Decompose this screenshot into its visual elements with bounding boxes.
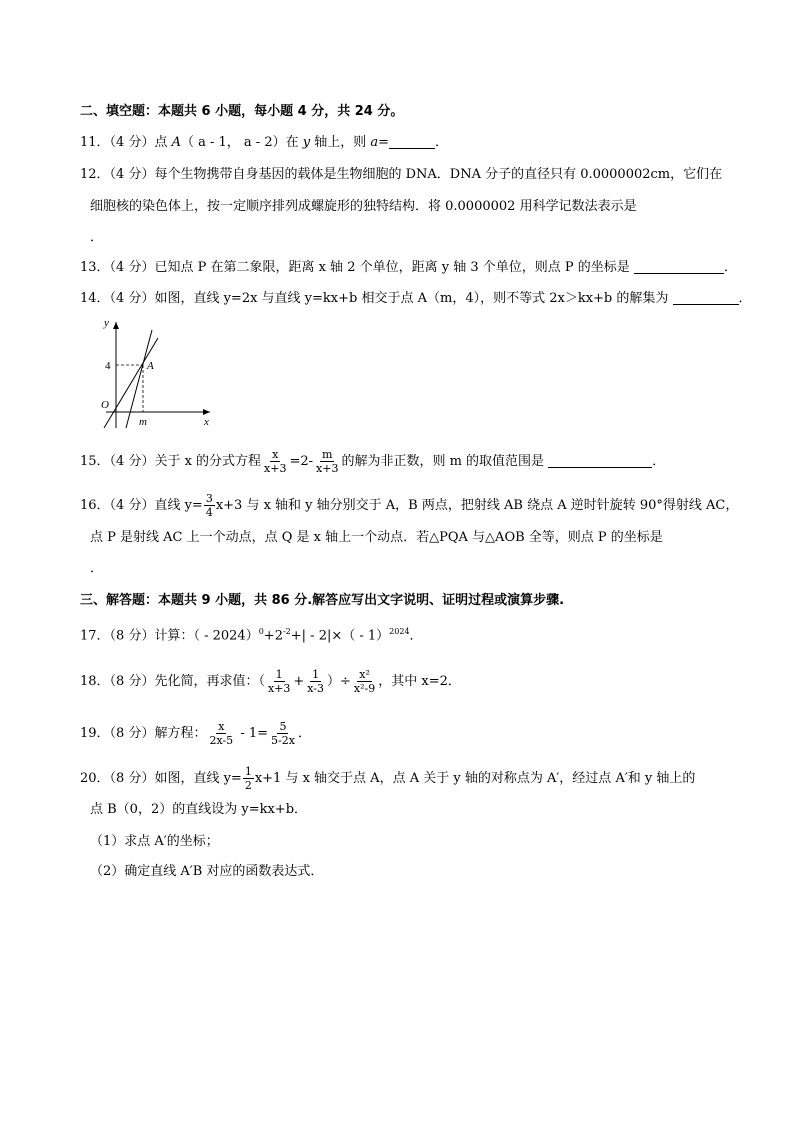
question-number: 16． (80, 498, 110, 513)
section-2-header: 二、填空题：本题共 6 小题，每小题 4 分，共 24 分。 (80, 104, 404, 119)
fraction: $\frac{x}{2x-5}$ (209, 720, 234, 747)
question-13: 13．（4 分）已知点 P 在第二象限，距离 x 轴 2 个单位，距离 y 轴 3 个单位，则点 P 的坐标是 ． (80, 260, 737, 275)
question-number: 13． (80, 260, 110, 275)
section-3-header: 三、解答题：本题共 9 小题，共 86 分.解答应写出文字说明、证明过程或演算步骤. (80, 593, 565, 608)
x-axis-arrow-icon (203, 409, 210, 415)
fraction: $\frac{m}{x+3}$ (316, 448, 339, 475)
question-20-sub-1: （1）求点 A′的坐标； (90, 834, 219, 849)
question-20-line-2: 点 B（0，2）的直线设为 y=kx+b． (90, 802, 308, 817)
point-a-label: A (147, 360, 154, 372)
fraction: $\frac{1}{x+3}$ (267, 668, 291, 695)
question-17: 17．（8 分）计算：（ - $2024)^0+2^{-2}+| - 2|\times( - 1)^{2024}$． (80, 627, 423, 644)
fraction: $\frac{\text{x²}}{\text{x²-9}}$ (353, 668, 376, 695)
fraction: $\frac{1}{x-3}$ (307, 668, 325, 695)
question-11: 11．（4 分）点 A（ a - 1， a - 2）在 y 轴上，则 a= ． (80, 135, 449, 150)
fraction: $\frac{3}{4}$ (205, 492, 213, 519)
question-20-sub-2: （2）确定直线 A′B 对应的函数表达式． (90, 864, 324, 879)
question-number: 20． (80, 771, 110, 786)
origin-label: O (101, 399, 109, 411)
question-number: 12． (80, 167, 110, 182)
question-number: 14． (80, 291, 110, 306)
y-tick-label: 4 (105, 360, 111, 372)
fraction: $\frac{1}{2}$ (244, 765, 252, 792)
line-y-kx-b (126, 330, 152, 428)
question-15: 15．（4 分）关于 x 的分式方程 $\frac{x}{x+3}$ =2- $\frac{m}{x+3}$ 的解为非正数，则 m 的取值范围是 ． (80, 448, 666, 475)
question-16-line-3: ． (90, 561, 104, 576)
y-axis-label: y (104, 317, 109, 329)
question-number: 19． (80, 726, 110, 741)
question-20: 20．（8 分）如图，直线 y= $\frac{1}{2}$ x+1 与 x 轴交于点 A，点 A 关于 y 轴的对称点为 A′，经过点 A′和 y 轴上的 (80, 765, 696, 792)
question-number: 11． (80, 135, 110, 150)
question-16-line-2: 点 P 是射线 AC 上一个动点，点 Q 是 x 轴上一个动点．若△PQA 与△AOB 全等，则点 P 的坐标是 (90, 530, 663, 545)
question-16: 16．（4 分）直线 y= $\frac{3}{4}$ x+3 与 x 轴和 y 轴分别交于 A，B 两点，把射线 AB 绕点 A 逆时针旋转 90°得射线 AC， (80, 492, 739, 519)
answer-blank (634, 259, 724, 274)
question-number: 15． (80, 454, 110, 469)
answer-blank (673, 290, 739, 305)
question-12-line-2: 细胞核的染色体上，按一定顺序排列成螺旋形的独特结构．将 0.0000002 用科学记数法表示是 (90, 199, 637, 214)
answer-blank (548, 453, 652, 468)
fraction: $\frac{x}{x+3}$ (264, 448, 287, 475)
line-y-2x (104, 338, 158, 428)
y-axis-arrow-icon (113, 322, 119, 329)
question-number: 17． (80, 628, 110, 644)
fraction: $\frac{5}{5-2x}$ (271, 720, 295, 747)
question-19: 19．（8 分）解方程： $\frac{x}{2x-5}$ - 1= $\frac{5}{5-2x}$ ． (80, 720, 311, 747)
question-14-graph (90, 310, 220, 430)
question-12-line-3: ． (90, 230, 104, 245)
answer-blank (389, 134, 435, 149)
question-number: 18． (80, 674, 110, 689)
x-axis-label: x (204, 416, 209, 428)
question-12: 12．（4 分）每个生物携带自身基因的载体是生物细胞的 DNA．DNA 分子的直径只有 0.0000002cm，它们在 (80, 167, 723, 182)
x-tick-label: m (139, 416, 147, 428)
question-14: 14．（4 分）如图，直线 y=2x 与直线 y=kx+b 相交于点 A（m，4），则不等式 2x＞kx+b 的解集为 ． (80, 291, 752, 306)
question-18: 18．（8 分）先化简，再求值：（ $\frac{1}{x+3}$ + $\frac{1}{x-3}$ ）÷ $\frac{\text{x²}}{\text{x²-9}}$ ，其中 x=2． (80, 668, 461, 695)
